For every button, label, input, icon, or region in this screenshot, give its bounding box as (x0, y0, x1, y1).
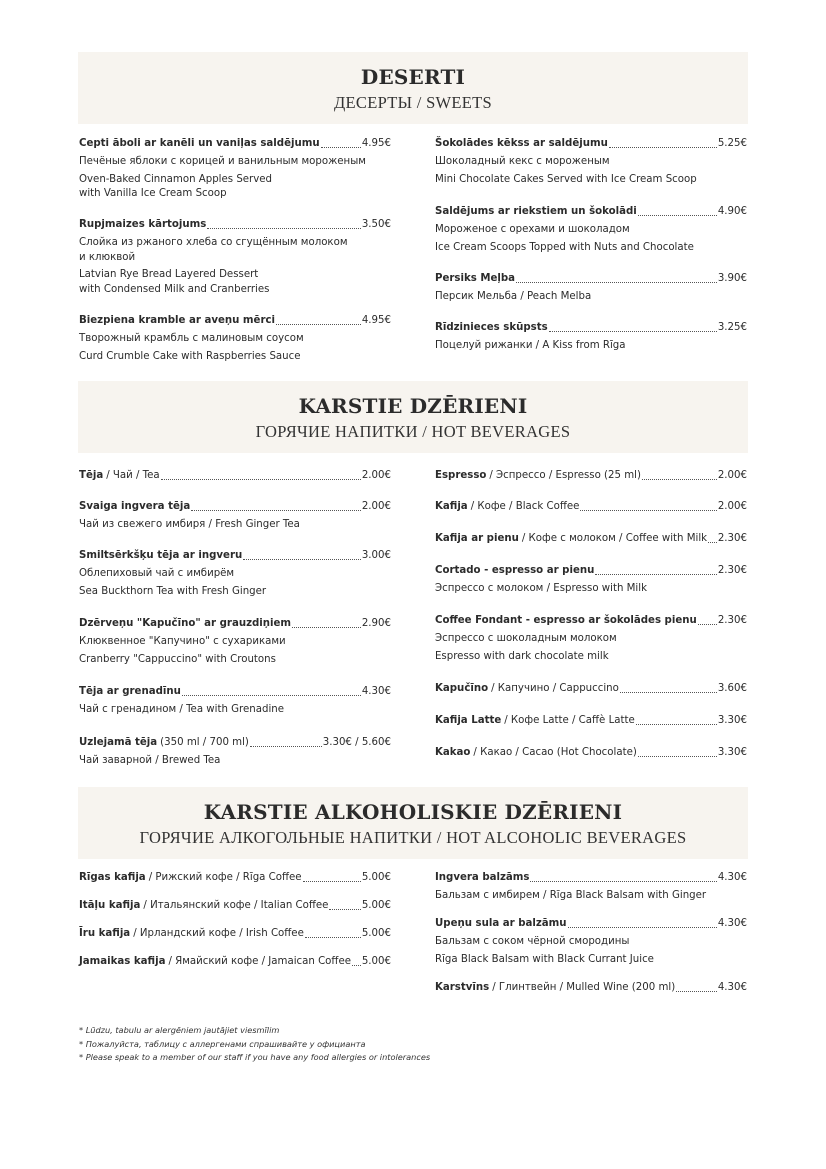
dotted-leader (191, 510, 361, 511)
menu-item-description: Чай заварной / Brewed Tea (79, 755, 221, 766)
menu-item-translation: / Итальянский кофе / Italian Coffee (143, 900, 329, 911)
menu-item-name: Šokolādes kēkss ar saldējumu (435, 138, 608, 149)
menu-item-name: Kafija Latte (435, 715, 502, 726)
menu-item-name: Cepti āboli ar kanēli un vaniļas saldējumu (79, 138, 320, 149)
menu-item-description: Бальзам с соком чёрной смородины (435, 936, 630, 947)
menu-item (435, 137, 747, 187)
menu-item-row (79, 314, 391, 328)
menu-item (79, 469, 391, 483)
menu-item-price: 5.00€ (361, 928, 391, 939)
hot-alcoholic-header (78, 787, 748, 859)
dotted-leader (516, 282, 717, 283)
menu-item-price: 2.00€ (717, 501, 747, 512)
menu-item-price: 5.00€ (361, 900, 391, 911)
menu-item-price: 3.30€ / 5.60€ (322, 737, 391, 748)
dotted-leader (638, 756, 717, 757)
menu-item-translation: / Кофе Latte / Caffè Latte (504, 715, 635, 726)
menu-item-price: 4.30€ (717, 918, 747, 929)
menu-item-description: Чай из свежего имбиря / Fresh Ginger Tea (79, 519, 300, 530)
menu-item (79, 617, 391, 667)
menu-item (79, 685, 391, 718)
dotted-leader (305, 937, 361, 938)
menu-item-description: Эспрессо с шоколадным молоком (435, 633, 617, 644)
menu-item-name: Upeņu sula ar balzāmu (435, 918, 567, 929)
menu-item (79, 549, 391, 599)
menu-item-name: Saldējums ar riekstiem un šokolādi (435, 206, 637, 217)
dotted-leader (580, 510, 716, 511)
menu-item (435, 205, 747, 255)
menu-item-name: Rīgas kafija (79, 872, 146, 883)
menu-item-name: Rupjmaizes kārtojums (79, 219, 207, 230)
menu-item-name: Cortado - espresso ar pienu (435, 565, 595, 576)
menu-item-row (435, 714, 747, 728)
menu-item-row (435, 321, 747, 335)
menu-item-description: Cranberry "Cappuccino" with Croutons (79, 653, 276, 665)
allergen-note-en: * Please speak to a member of our staff if you have any food allergies or intolerances (79, 1052, 431, 1062)
menu-item-row (435, 272, 747, 286)
menu-item-description: Curd Crumble Cake with Raspberries Sauce (79, 350, 301, 362)
menu-item (79, 137, 391, 202)
dotted-leader (530, 881, 716, 882)
menu-item-name: Kapučīno (435, 683, 489, 694)
dotted-leader (638, 215, 717, 216)
menu-item-price: 3.30€ (717, 747, 747, 758)
menu-item-name: Kakao (435, 747, 471, 758)
menu-item-row (79, 685, 391, 699)
menu-item-description: Персик Мельба / Peach Melba (435, 291, 592, 302)
menu-item-description: Поцелуй рижанки / A Kiss from Rīga (435, 340, 626, 351)
menu-item-name: Itāļu kafija (79, 900, 141, 911)
menu-item-price: 5.00€ (361, 956, 391, 967)
menu-item-description: Творожный крамбль с малиновым соусом (79, 333, 304, 344)
menu-item-name: Persiks Meļba (435, 273, 516, 284)
dotted-leader (676, 991, 717, 992)
menu-item-translation: / Кофе / Black Coffee (470, 501, 580, 512)
menu-item-name: Smiltsērkšķu tēja ar ingveru (79, 550, 243, 561)
menu-item-translation: / Ямайский кофе / Jamaican Coffee (168, 956, 351, 967)
dotted-leader (329, 909, 360, 910)
menu-item (435, 614, 747, 664)
dotted-leader (568, 927, 717, 928)
menu-item-row (435, 746, 747, 760)
menu-item-name: Svaiga ingvera tēja (79, 501, 191, 512)
menu-item-row (435, 500, 747, 514)
hot-alcoholic-subtitle: ГОРЯЧИЕ АЛКОГОЛЬНЫЕ НАПИТКИ / HOT ALCOHOLIC BEVERAGES (139, 828, 687, 847)
hot-beverages-header (78, 381, 748, 453)
desserts-subtitle: ДЕСЕРТЫ / SWEETS (333, 93, 493, 112)
menu-item-price: 2.00€ (717, 470, 747, 481)
desserts-title: DESERTI (360, 65, 466, 89)
menu-item-row (435, 469, 747, 483)
menu-item (435, 469, 747, 483)
menu-item-name: Kafija ar pienu (435, 533, 519, 544)
menu-item-row (435, 917, 747, 931)
dotted-leader (182, 695, 361, 696)
dotted-leader (636, 724, 717, 725)
dotted-leader (207, 228, 361, 229)
menu-item-price: 4.30€ (717, 872, 747, 883)
dotted-leader (352, 965, 361, 966)
allergen-note-ru: * Пожалуйста, таблицу с аллергенами спрашивайте у официанта (79, 1038, 366, 1049)
menu-item-row (79, 469, 391, 483)
menu-item-row (435, 532, 747, 546)
menu-item-name: Karstvīns (435, 982, 490, 993)
menu-item-price: 4.90€ (717, 206, 747, 217)
menu-item (435, 532, 747, 546)
menu-item-row (79, 549, 391, 563)
dotted-leader (595, 574, 716, 575)
dotted-leader (276, 324, 361, 325)
menu-item-description: Клюквенное "Капучино" с сухариками (79, 636, 286, 647)
menu-item (79, 899, 391, 913)
menu-item-translation: / Ирландский кофе / Irish Coffee (133, 928, 304, 939)
menu-item-description: Бальзам с имбирем / Rīga Black Balsam with Ginger (435, 890, 707, 901)
menu-item-translation: (350 ml / 700 ml) (160, 737, 249, 748)
menu-item (79, 927, 391, 941)
menu-item-description: Ice Cream Scoops Topped with Nuts and Chocolate (435, 241, 694, 253)
dotted-leader (609, 147, 717, 148)
menu-item-description: Latvian Rye Bread Layered Dessert with Condensed Milk and Cranberries (79, 269, 270, 295)
menu-item-row (79, 899, 391, 913)
menu-item-name: Uzlejamā tēja (79, 737, 158, 748)
menu-item-name: Ingvera balzāms (435, 872, 530, 883)
menu-item-price: 5.25€ (717, 138, 747, 149)
menu-item-price: 5.00€ (361, 872, 391, 883)
allergen-notes (79, 1024, 430, 1065)
menu-item (435, 500, 747, 514)
dotted-leader (303, 881, 361, 882)
menu-item-price: 2.30€ (717, 565, 747, 576)
menu-item-name: Espresso (435, 470, 487, 481)
menu-item-name: Coffee Fondant - espresso ar šokolādes pienu (435, 615, 697, 626)
dotted-leader (161, 479, 361, 480)
dotted-leader (292, 627, 361, 628)
dotted-leader (549, 331, 717, 332)
desserts-header (78, 52, 748, 124)
menu-item-translation: / Рижский кофе / Rīga Coffee (148, 872, 302, 883)
menu-item-description: Mini Chocolate Cakes Served with Ice Cream Scoop (435, 173, 697, 185)
menu-item-name: Tēja ar grenadīnu (79, 686, 181, 697)
menu-item (79, 500, 391, 533)
menu-item (435, 917, 747, 967)
menu-item (435, 981, 747, 995)
menu-item-row (79, 137, 391, 151)
dotted-leader (708, 542, 717, 543)
menu-item-description: Rīga Black Balsam with Black Currant Juice (435, 953, 654, 965)
menu-item-name: Rīdzinieces skūpsts (435, 322, 548, 333)
menu-item-row (435, 564, 747, 578)
menu-item-translation: / Кофе с молоком / Coffee with Milk (521, 533, 708, 544)
menu-item-name: Tēja (79, 470, 104, 481)
menu-item (79, 955, 391, 969)
menu-item-row (435, 614, 747, 628)
menu-item-price: 3.30€ (717, 715, 747, 726)
menu-item-translation: / Чай / Tea (106, 470, 160, 481)
hot-alcoholic-title: KARSTIE ALKOHOLISKIE DZĒRIENI (203, 800, 623, 824)
menu-item-row (435, 682, 747, 696)
menu-item-name: Dzērveņu "Kapučīno" ar grauzdiņiem (79, 618, 292, 629)
menu-item (435, 746, 747, 760)
dotted-leader (250, 746, 322, 747)
menu-item (79, 218, 391, 297)
menu-item-price: 4.95€ (361, 138, 391, 149)
menu-item-description: Эспрессо с молоком / Espresso with Milk (435, 583, 647, 594)
menu-item-price: 2.00€ (361, 470, 391, 481)
menu-item (435, 871, 747, 904)
menu-item-description: Облепиховый чай с имбирём (79, 568, 235, 579)
dotted-leader (620, 692, 717, 693)
allergen-note-lv: * Lūdzu, tabulu ar alergēniem jautājiet viesmīlim (79, 1025, 280, 1035)
menu-item-description: Шоколадный кекс с мороженым (435, 156, 610, 167)
menu-item-description: Sea Buckthorn Tea with Fresh Ginger (79, 585, 267, 597)
menu-item-row (79, 617, 391, 631)
menu-item (435, 272, 747, 305)
dotted-leader (642, 479, 717, 480)
menu-item-price: 3.60€ (717, 683, 747, 694)
menu-item-row (79, 500, 391, 514)
menu-item-price: 2.00€ (361, 501, 391, 512)
menu-item (435, 714, 747, 728)
menu-item-row (435, 205, 747, 219)
menu-item-name: Biezpiena kramble ar aveņu mērci (79, 315, 275, 326)
hot-beverages-title: KARSTIE DZĒRIENI (298, 394, 528, 418)
menu-item-translation: / Эспрессо / Espresso (25 ml) (489, 470, 641, 481)
menu-item-price: 3.90€ (717, 273, 747, 284)
menu-item-description: Печёные яблоки с корицей и ванильным мороженым (79, 156, 366, 167)
dotted-leader (243, 559, 361, 560)
menu-item-translation: / Капучино / Cappuccino (491, 683, 619, 694)
menu-item-price: 3.50€ (361, 219, 391, 230)
menu-item-price: 3.25€ (717, 322, 747, 333)
menu-item-price: 2.90€ (361, 618, 391, 629)
menu-item-translation: / Какао / Cacao (Hot Chocolate) (473, 747, 637, 758)
menu-item (79, 871, 391, 885)
menu-item-row (435, 871, 747, 885)
menu-item-row (79, 955, 391, 969)
menu-item-row (79, 927, 391, 941)
menu-item-name: Jamaikas kafija (79, 956, 166, 967)
menu-item-description: Чай с гренадином / Tea with Grenadine (79, 704, 285, 715)
menu-item (79, 314, 391, 364)
menu-item-price: 4.30€ (361, 686, 391, 697)
hot-beverages-subtitle: ГОРЯЧИЕ НАПИТКИ / HOT BEVERAGES (255, 422, 571, 441)
menu-item-row (79, 218, 391, 232)
menu-item (435, 321, 747, 354)
menu-item-price: 4.95€ (361, 315, 391, 326)
dotted-leader (321, 147, 361, 148)
dotted-leader (698, 624, 717, 625)
menu-item-row (435, 981, 747, 995)
menu-item-description: Espresso with dark chocolate milk (435, 650, 609, 662)
menu-item (435, 682, 747, 696)
menu-item-translation: / Глинтвейн / Mulled Wine (200 ml) (492, 982, 676, 993)
menu-item-name: Kafija (435, 501, 468, 512)
menu-item-row (79, 871, 391, 885)
menu-item-description: Слойка из ржаного хлеба со сгущённым молоком и клюквой (79, 237, 348, 263)
menu-item-description: Мороженое с орехами и шоколадом (435, 224, 630, 235)
menu-item-price: 2.30€ (717, 615, 747, 626)
menu-item-price: 3.00€ (361, 550, 391, 561)
menu-item-row (435, 137, 747, 151)
menu-item-description: Oven-Baked Cinnamon Apples Served with Vanilla Ice Cream Scoop (79, 173, 273, 199)
menu-item (79, 736, 391, 769)
menu-item-row (79, 736, 391, 750)
menu-item (435, 564, 747, 597)
menu-item-price: 4.30€ (717, 982, 747, 993)
menu-item-price: 2.30€ (717, 533, 747, 544)
menu-item-name: Īru kafija (79, 928, 131, 939)
